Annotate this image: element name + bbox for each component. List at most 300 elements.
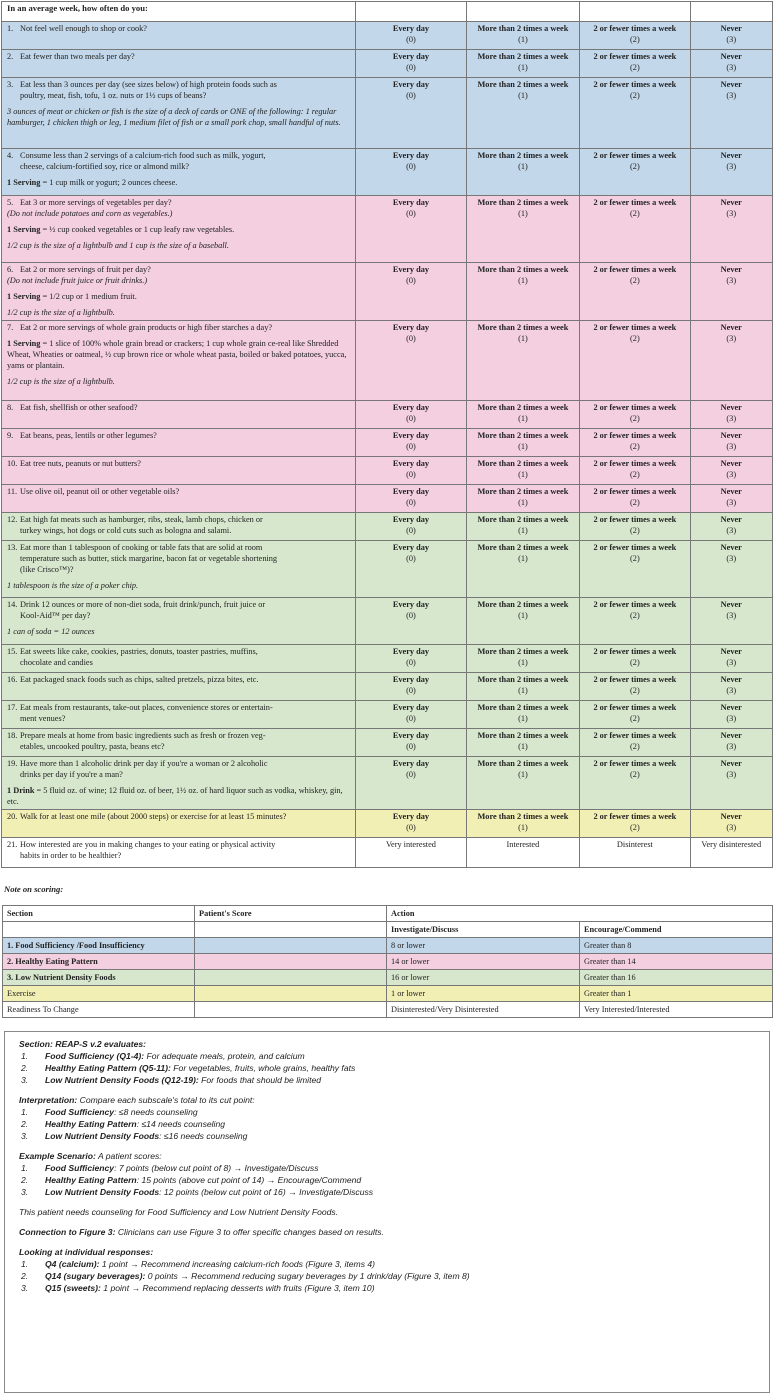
frequency-option	[580, 78, 690, 149]
frequency-option	[356, 673, 466, 701]
frequency-option	[356, 78, 466, 149]
frequency-option	[690, 457, 772, 485]
frequency-option	[356, 429, 466, 457]
question-number: 16.	[7, 675, 18, 684]
question-number: 12.	[7, 515, 18, 524]
frequency-option	[466, 673, 580, 701]
size-note: 1/2 cup is the size of a lightbulb and 1 cup is the size of a baseball.	[7, 241, 229, 250]
frequency-option	[356, 321, 466, 401]
question-text: Eat fewer than two meals per day?	[20, 52, 135, 61]
option-label: Every day	[392, 812, 430, 821]
frequency-option	[580, 513, 690, 541]
option-label: Every day	[392, 80, 430, 89]
frequency-option	[466, 50, 580, 78]
question-text-cell	[2, 321, 356, 401]
list-item: 1. Q4 (calcium): 1 point → Recommend increasing calcium-rich foods (Figure 3, items 4)	[21, 1259, 376, 1269]
frequency-option	[356, 457, 466, 485]
question-number: 6.	[7, 265, 14, 274]
question-text-cell	[2, 50, 356, 78]
frequency-option	[580, 701, 690, 729]
option-score: (2)	[630, 823, 640, 832]
list-item: 2. Healthy Eating Pattern: 15 points (above cut point of 14) → Encourage/Commend	[21, 1175, 362, 1185]
patient-score-cell	[195, 954, 387, 970]
question-text: Eat less than 3 ounces per day (see sizes below) of high protein foods such as	[20, 80, 277, 89]
list-item: 2. Healthy Eating Pattern: ≤14 needs counseling	[21, 1119, 226, 1129]
question-text-cell	[2, 401, 356, 429]
serving-note: 1 Drink = 5 fluid oz. of wine; 12 fluid oz. of beer, 1½ oz. of hard liquor such as vodka, whiskey, gin, etc.	[7, 786, 343, 806]
option-score: (3)	[726, 658, 737, 667]
option-score: (2)	[630, 742, 640, 751]
question-number: 11.	[7, 487, 18, 496]
question-text: Eat fish, shellfish or other seafood?	[20, 403, 138, 412]
option-score: (0)	[406, 658, 416, 667]
option-score: (0)	[406, 162, 416, 171]
question-text: Eat more than 1 tablespoon of cooking or table fats that are solid at room	[20, 543, 263, 552]
scoring-note-label: Note on scoring:	[4, 884, 64, 894]
patient-score-cell	[195, 938, 387, 954]
question-text-cell	[2, 541, 356, 598]
frequency-option	[466, 757, 580, 810]
option-score: (2)	[630, 63, 640, 72]
frequency-option	[466, 429, 580, 457]
option-score: (1)	[518, 554, 528, 563]
frequency-option	[580, 645, 690, 673]
question-text: ment venues?	[20, 714, 66, 723]
frequency-option	[690, 401, 772, 429]
scoring-subheader-row	[3, 922, 773, 938]
option-score: (2)	[630, 91, 640, 100]
option-score: (3)	[726, 162, 737, 171]
question-number: 9.	[7, 431, 14, 440]
question-text-cell	[2, 810, 356, 838]
option-score: (2)	[630, 658, 640, 667]
frequency-option	[466, 321, 580, 401]
option-label: 2 or fewer times a week	[593, 198, 677, 207]
scoring-row: 2. Healthy Eating Pattern 14 or lower Greater than 14	[3, 954, 773, 970]
frequency-option	[690, 673, 772, 701]
frequency-option	[580, 757, 690, 810]
option-score: (3)	[726, 742, 737, 751]
option-score: (0)	[406, 209, 416, 218]
option-label: More than 2 times a week	[477, 543, 569, 552]
option-score: (3)	[726, 414, 737, 423]
question-row	[2, 22, 773, 50]
option-label: More than 2 times a week	[477, 198, 569, 207]
frequency-option	[356, 485, 466, 513]
option-score: (0)	[406, 823, 416, 832]
frequency-option	[580, 810, 690, 838]
question-text: Eat packaged snack foods such as chips, salted pretzels, pizza bites, etc.	[20, 675, 259, 684]
option-label: Never	[720, 403, 742, 412]
frequency-option	[580, 541, 690, 598]
scoring-row: 3. Low Nutrient Density Foods 16 or lower Greater than 16	[3, 970, 773, 986]
serving-note: 1 Serving = ½ cup cooked vegetables or 1 cup leafy raw vegetables.	[7, 225, 235, 234]
list-item: 2. Q14 (sugary beverages): 0 points → Recommend reducing sugary beverages by 1 drink/day (Figure 3, item 8)	[21, 1271, 470, 1281]
option-label: 2 or fewer times a week	[593, 403, 677, 412]
option-score: (1)	[518, 35, 528, 44]
serving-note: 1 Serving = 1/2 cup or 1 medium fruit.	[7, 292, 137, 301]
scoring-row: Exercise 1 or lower Greater than 1	[3, 986, 773, 1002]
question-number: 4.	[7, 151, 14, 160]
option-label: More than 2 times a week	[477, 703, 569, 712]
option-label: More than 2 times a week	[477, 459, 569, 468]
option-label: Every day	[392, 323, 430, 332]
frequency-option	[466, 263, 580, 321]
option-label: More than 2 times a week	[477, 52, 569, 61]
option-label: Never	[720, 487, 742, 496]
frequency-option	[690, 485, 772, 513]
question-number: 5.	[7, 198, 14, 207]
frequency-option	[356, 50, 466, 78]
example-line: Example Scenario: A patient scores:	[19, 1151, 162, 1161]
option-label: Every day	[392, 647, 430, 656]
question-text-cell	[2, 701, 356, 729]
question-number: 2.	[7, 52, 14, 61]
frequency-option	[466, 598, 580, 645]
serving-note: 1 Serving = 1 slice of 100% whole grain bread or crackers; 1 cup whole grain ce-real like Shredded Wheat, Wheaties or oatmeal, ½ cup brown rice or whole wheat pasta, boiled or baked potatoes, yucca, yams or plantain.	[7, 339, 347, 370]
option-label: More than 2 times a week	[477, 265, 569, 274]
question-text: etables, uncooked poultry, pasta, beans etc?	[20, 742, 165, 751]
frequency-option	[690, 645, 772, 673]
frequency-option	[690, 78, 772, 149]
frequency-option	[356, 757, 466, 810]
option-score: (0)	[406, 334, 416, 343]
frequency-option	[356, 729, 466, 757]
frequency-option	[356, 196, 466, 263]
question-text-cell	[2, 729, 356, 757]
question-text: poultry, meat, fish, tofu, 1 oz. nuts or 1½ cups of beans?	[20, 91, 207, 100]
question-number: 14.	[7, 600, 18, 609]
option-label: Every day	[392, 24, 430, 33]
frequency-option	[356, 645, 466, 673]
option-score: (1)	[518, 770, 528, 779]
option-label: Never	[720, 431, 742, 440]
question-text: Eat 3 or more servings of vegetables per day?	[20, 198, 172, 207]
option-score: (3)	[726, 823, 737, 832]
option-label: 2 or fewer times a week	[593, 675, 677, 684]
patient-score-cell	[195, 1002, 387, 1018]
option-score: (1)	[518, 209, 528, 218]
option-label: Never	[720, 675, 742, 684]
option-score: (1)	[518, 470, 528, 479]
question-text-cell	[2, 263, 356, 321]
option-label: 2 or fewer times a week	[593, 600, 677, 609]
question-text-cell	[2, 757, 356, 810]
option-label: 2 or fewer times a week	[593, 543, 677, 552]
option-label: Every day	[392, 198, 430, 207]
frequency-option	[690, 729, 772, 757]
question-text: Prepare meals at home from basic ingredients such as fresh or frozen veg-	[20, 731, 266, 740]
option-score: (3)	[726, 686, 737, 695]
question-row	[2, 196, 773, 263]
questionnaire-header-row	[2, 2, 773, 22]
size-note: 1 can of soda = 12 ounces	[7, 627, 95, 636]
scoring-header-row	[3, 906, 773, 922]
question-text-cell	[2, 429, 356, 457]
question-row	[2, 757, 773, 810]
option-score: (1)	[518, 414, 528, 423]
col-action: Action	[387, 906, 773, 922]
size-note: 1/2 cup is the size of a lightbulb.	[7, 377, 115, 386]
option-label: More than 2 times a week	[477, 675, 569, 684]
question-text-cell	[2, 598, 356, 645]
frequency-option	[690, 50, 772, 78]
option-label: Never	[720, 323, 742, 332]
question-row	[2, 50, 773, 78]
frequency-option	[356, 22, 466, 50]
option-label: Never	[720, 812, 742, 821]
frequency-option	[356, 263, 466, 321]
option-score: (3)	[726, 770, 737, 779]
option-score: (2)	[630, 35, 640, 44]
col-section: Section	[3, 906, 195, 922]
option-label: More than 2 times a week	[477, 323, 569, 332]
question-number: 3.	[7, 80, 14, 89]
option-score: (1)	[518, 334, 528, 343]
list-item: 3. Q15 (sweets): 1 point → Recommend replacing desserts with fruits (Figure 3, item 10)	[21, 1283, 375, 1293]
question-row	[2, 673, 773, 701]
list-item: 1. Food Sufficiency: ≤8 needs counseling	[21, 1107, 198, 1117]
frequency-option	[466, 645, 580, 673]
option-label: More than 2 times a week	[477, 515, 569, 524]
question-text: turkey wings, hot dogs or cold cuts such as bologna and salami.	[20, 526, 232, 535]
question-row	[2, 729, 773, 757]
frequency-option	[356, 149, 466, 196]
serving-note: 1 Serving = 1 cup milk or yogurt; 2 ounces cheese.	[7, 178, 178, 187]
option-label: Every day	[392, 675, 430, 684]
option-score: (1)	[518, 442, 528, 451]
option-label: 2 or fewer times a week	[593, 151, 677, 160]
option-score: (0)	[406, 470, 416, 479]
frequency-option	[690, 541, 772, 598]
frequency-option	[466, 149, 580, 196]
interpretation-list	[19, 1106, 755, 1142]
option-label: Never	[720, 151, 742, 160]
frequency-option	[466, 541, 580, 598]
option-score: (1)	[518, 611, 528, 620]
question-row	[2, 149, 773, 196]
option-score: (2)	[630, 414, 640, 423]
frequency-option	[580, 673, 690, 701]
question-row	[2, 838, 773, 868]
question-text: Eat high fat meats such as hamburger, ribs, steak, lamb chops, chicken or	[20, 515, 263, 524]
option-label: More than 2 times a week	[477, 431, 569, 440]
option-score: (0)	[406, 414, 416, 423]
frequency-option	[466, 485, 580, 513]
frequency-option	[690, 513, 772, 541]
option-score: (1)	[518, 526, 528, 535]
option-score: (3)	[726, 442, 737, 451]
option-label: 2 or fewer times a week	[593, 52, 677, 61]
option-label: More than 2 times a week	[477, 759, 569, 768]
option-label: 2 or fewer times a week	[593, 703, 677, 712]
option-score: (3)	[726, 470, 737, 479]
option-score: (3)	[726, 91, 737, 100]
question-row	[2, 701, 773, 729]
question-text: Use olive oil, peanut oil or other vegetable oils?	[20, 487, 180, 496]
question-row	[2, 401, 773, 429]
question-row	[2, 541, 773, 598]
option-score: (0)	[406, 611, 416, 620]
option-label: Every day	[392, 543, 430, 552]
option-label: Every day	[392, 703, 430, 712]
list-item: 1. Food Sufficiency (Q1-4): For adequate meals, protein, and calcium	[21, 1051, 305, 1061]
option-label: More than 2 times a week	[477, 600, 569, 609]
individual-responses-list	[19, 1258, 755, 1294]
question-text-cell	[2, 22, 356, 50]
option-score: (2)	[630, 686, 640, 695]
option-score: (3)	[726, 63, 737, 72]
option-label: 2 or fewer times a week	[593, 487, 677, 496]
frequency-option	[580, 429, 690, 457]
frequency-option	[466, 22, 580, 50]
option-label: More than 2 times a week	[477, 80, 569, 89]
option-label: More than 2 times a week	[477, 403, 569, 412]
option-score: (0)	[406, 742, 416, 751]
question-number: 10.	[7, 459, 18, 468]
option-label: Never	[720, 600, 742, 609]
option-score: (0)	[406, 526, 416, 535]
questionnaire-header: In an average week, how often do you:	[2, 2, 356, 22]
question-text-cell	[2, 673, 356, 701]
question-number: 15.	[7, 647, 18, 656]
frequency-option	[356, 513, 466, 541]
question-text: Have more than 1 alcoholic drink per day if you're a woman or 2 alcoholic	[20, 759, 268, 768]
scoring-table	[2, 905, 773, 1018]
option-score: (2)	[630, 442, 640, 451]
option-score: (1)	[518, 162, 528, 171]
option-score: (3)	[726, 276, 737, 285]
option-label: More than 2 times a week	[477, 731, 569, 740]
interest-option: Interested	[466, 838, 580, 868]
question-text: Not feel well enough to shop or cook?	[20, 24, 147, 33]
size-note: 1 tablespoon is the size of a poker chip.	[7, 581, 139, 590]
question-text: Eat sweets like cake, cookies, pastries, donuts, toaster pastries, muffins,	[20, 647, 258, 656]
option-score: (1)	[518, 742, 528, 751]
question-text-cell	[2, 149, 356, 196]
option-label: Never	[720, 731, 742, 740]
question-row	[2, 321, 773, 401]
option-score: (2)	[630, 162, 640, 171]
option-label: Every day	[392, 515, 430, 524]
option-score: (0)	[406, 63, 416, 72]
option-label: Every day	[392, 731, 430, 740]
individual-responses-title: Looking at individual responses:	[19, 1247, 154, 1257]
question-text: drinks per day if you're a man?	[20, 770, 123, 779]
frequency-option	[466, 78, 580, 149]
question-text: Drink 12 ounces or more of non-diet soda, fruit drink/punch, fruit juice or	[20, 600, 266, 609]
question-row	[2, 457, 773, 485]
option-label: Never	[720, 24, 742, 33]
option-score: (2)	[630, 770, 640, 779]
option-label: Never	[720, 265, 742, 274]
frequency-option	[356, 598, 466, 645]
option-score: (1)	[518, 276, 528, 285]
option-score: (0)	[406, 770, 416, 779]
option-label: 2 or fewer times a week	[593, 759, 677, 768]
option-score: (1)	[518, 63, 528, 72]
list-item: 3. Low Nutrient Density Foods: ≤16 needs counseling	[21, 1131, 248, 1141]
question-text: habits in order to be healthier?	[20, 851, 122, 860]
option-label: Every day	[392, 265, 430, 274]
interest-option: Very disinterested	[690, 838, 772, 868]
option-score: (0)	[406, 714, 416, 723]
frequency-option	[580, 50, 690, 78]
option-score: (2)	[630, 611, 640, 620]
example-list	[19, 1162, 755, 1198]
option-label: Every day	[392, 52, 430, 61]
question-number: 18.	[7, 731, 18, 740]
question-text: cheese, calcium-fortified soy, rice or almond milk?	[20, 162, 190, 171]
frequency-option	[580, 22, 690, 50]
option-score: (3)	[726, 209, 737, 218]
size-note: 3 ounces of meat or chicken or fish is the size of a deck of cards or ONE of the following: 1 regular hamburger, 1 chicken thigh or leg, 1 medium filet of fish or a small pork chop, small handful of nuts.	[7, 107, 341, 127]
question-row	[2, 429, 773, 457]
option-score: (0)	[406, 276, 416, 285]
option-label: 2 or fewer times a week	[593, 731, 677, 740]
option-label: More than 2 times a week	[477, 487, 569, 496]
list-item: 2. Healthy Eating Pattern (Q5-11): For vegetables, fruits, whole grains, healthy fats	[21, 1063, 356, 1073]
option-score: (3)	[726, 554, 737, 563]
option-score: (2)	[630, 714, 640, 723]
frequency-option	[580, 321, 690, 401]
question-number: 17.	[7, 703, 18, 712]
col-patient-score: Patient's Score	[195, 906, 387, 922]
option-label: Never	[720, 647, 742, 656]
frequency-option	[690, 429, 772, 457]
question-text: (like Crisco™)?	[20, 565, 74, 574]
questionnaire-table	[1, 1, 773, 868]
question-number: 8.	[7, 403, 14, 412]
option-label: Never	[720, 515, 742, 524]
patient-score-cell	[195, 970, 387, 986]
list-item: 1. Food Sufficiency: 7 points (below cut point of 8) → Investigate/Discuss	[21, 1163, 319, 1173]
option-score: (2)	[630, 209, 640, 218]
option-score: (1)	[518, 91, 528, 100]
questionnaire-body	[2, 22, 773, 868]
question-row	[2, 485, 773, 513]
option-score: (1)	[518, 823, 528, 832]
option-score: (0)	[406, 35, 416, 44]
list-item: 3. Low Nutrient Density Foods: 12 points (below cut point of 16) → Investigate/Discuss	[21, 1187, 374, 1197]
scoring-row: Readiness To Change Disinterested/Very Disinterested Very Interested/Interested	[3, 1002, 773, 1018]
question-text: Kool-Aid™ per day?	[20, 611, 91, 620]
question-number: 7.	[7, 323, 14, 332]
question-text: Eat 2 or more servings of fruit per day?	[20, 265, 151, 274]
question-row	[2, 645, 773, 673]
option-score: (2)	[630, 334, 640, 343]
question-row	[2, 513, 773, 541]
example-summary: This patient needs counseling for Food Sufficiency and Low Nutrient Density Foods.	[19, 1207, 339, 1217]
option-label: Never	[720, 759, 742, 768]
question-text-cell	[2, 485, 356, 513]
option-label: Every day	[392, 459, 430, 468]
question-number: 21.	[7, 840, 18, 849]
frequency-option	[580, 457, 690, 485]
question-text: Eat beans, peas, lentils or other legumes?	[20, 431, 157, 440]
question-row	[2, 598, 773, 645]
frequency-option	[466, 701, 580, 729]
question-text-cell	[2, 513, 356, 541]
option-score: (3)	[726, 611, 737, 620]
frequency-option	[580, 729, 690, 757]
option-label: 2 or fewer times a week	[593, 459, 677, 468]
interest-option: Very interested	[356, 838, 466, 868]
option-label: Never	[720, 80, 742, 89]
evaluation-box	[4, 1031, 770, 1393]
frequency-option	[690, 757, 772, 810]
option-label: 2 or fewer times a week	[593, 812, 677, 821]
